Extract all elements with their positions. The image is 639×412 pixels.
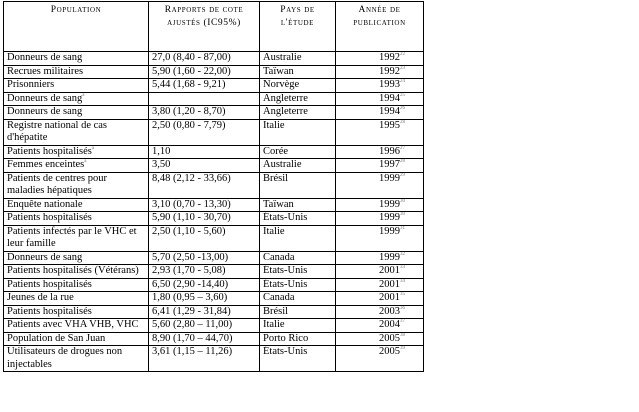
cell-country: Italie [260, 225, 336, 251]
header-country: Pays de l'étude [260, 2, 336, 52]
reference-number: 24 [400, 79, 405, 84]
population-footnote-marker: a [82, 92, 85, 98]
population-text: Registre national de cas d'hépatite [7, 119, 108, 143]
year-text: 1999 [379, 212, 400, 223]
tattoo-hcv-studies-table [3, 1, 424, 372]
cell-country: Canada [260, 292, 336, 306]
reference-number: 26 [400, 106, 405, 111]
cell-odds-ratio: 3,10 (0,70 - 13,30) [149, 198, 260, 212]
table-row [4, 92, 424, 106]
population-text: Femmes enceintes [7, 159, 85, 170]
year-text: 1996 [379, 145, 400, 157]
cell-odds-ratio: 5,70 (2,50 -13,00) [149, 251, 260, 265]
cell-odds-ratio: 6,41 (1,29 - 31,84) [149, 305, 260, 319]
cell-country: Australie [260, 159, 336, 173]
reference-number: 34 [400, 278, 405, 284]
cell-year [336, 251, 424, 265]
year-text: 2001 [379, 265, 400, 276]
cell-odds-ratio: 8,90 (1,70 – 44,70) [149, 332, 260, 346]
cell-population [4, 319, 149, 333]
cell-year [336, 292, 424, 306]
year-text: 2001 [379, 292, 400, 303]
table-row [4, 212, 424, 226]
cell-year [336, 305, 424, 319]
table-row [4, 278, 424, 292]
reference-number: 36 [400, 305, 405, 311]
year-text: 2003 [379, 305, 400, 317]
reference-number: 22 [400, 52, 405, 57]
table-row [4, 52, 424, 66]
population-text: Donneurs de sang [7, 106, 83, 117]
cell-population [4, 265, 149, 279]
cell-year [336, 346, 424, 372]
header-row [4, 2, 424, 52]
population-text: Patients de centres pour maladies hépatiques [7, 172, 108, 196]
cell-population [4, 251, 149, 265]
year-text: 1999 [379, 172, 400, 184]
cell-year [336, 159, 424, 173]
year-text: 1994 [379, 92, 400, 104]
year-text: 2004 [379, 319, 400, 330]
year-text: 2005 [379, 346, 400, 357]
cell-country: Brésil [260, 305, 336, 319]
reference-number: 28 [400, 159, 405, 164]
cell-odds-ratio: 3,80 (1,20 - 8,70) [149, 106, 260, 120]
cell-odds-ratio: 5,90 (1,10 - 30,70) [149, 212, 260, 226]
cell-population [4, 332, 149, 346]
cell-odds-ratio: 1,80 (0,95 – 3,60) [149, 292, 260, 306]
cell-odds-ratio: 2,93 (1,70 - 5,08) [149, 265, 260, 279]
reference-number: 23 [400, 65, 405, 71]
cell-year [336, 65, 424, 79]
year-text: 1999 [379, 251, 400, 263]
cell-year [336, 278, 424, 292]
table-row [4, 225, 424, 251]
reference-number: 35 [400, 292, 405, 297]
population-text: Enquête nationale [7, 198, 83, 210]
reference-number: 32 [400, 251, 405, 257]
cell-country: Italie [260, 319, 336, 333]
population-text: Patients hospitalisés [7, 278, 92, 290]
cell-year [336, 52, 424, 66]
cell-country: Porto Rico [260, 332, 336, 346]
reference-number: 25 [400, 92, 405, 98]
reference-number: 38 [400, 332, 405, 338]
header-odds-ratio: Rapports de cote ajustés (IC95%) [149, 2, 260, 52]
reference-number: 28 [400, 119, 405, 125]
population-text: Donneurs de sang [7, 92, 83, 104]
cell-country: États-Unis [260, 212, 336, 226]
cell-odds-ratio: 1,10 [149, 145, 260, 159]
cell-population [4, 292, 149, 306]
year-text: 1999 [379, 225, 400, 237]
cell-odds-ratio: 3,61 (1,15 – 11,26) [149, 346, 260, 372]
cell-country: Taïwan [260, 198, 336, 212]
table-row [4, 159, 424, 173]
cell-year [336, 332, 424, 346]
cell-population [4, 79, 149, 93]
cell-country: Norvège [260, 79, 336, 93]
table-row [4, 319, 424, 333]
table-row [4, 292, 424, 306]
population-text: Patients hospitalisés (Vétérans) [7, 265, 139, 276]
population-text: Patients avec VHA VHB, VHC [7, 319, 139, 330]
population-text: Utilisateurs de drogues non injectables [7, 346, 123, 370]
table-row [4, 106, 424, 120]
reference-number: 30 [400, 198, 405, 204]
population-text: Patients infectés par le VHC et leur famille [7, 225, 137, 249]
cell-country: Taïwan [260, 65, 336, 79]
year-text: 1995 [379, 119, 400, 131]
table-row [4, 172, 424, 198]
cell-population [4, 92, 149, 106]
cell-population [4, 225, 149, 251]
cell-country: Corée [260, 145, 336, 159]
cell-country: Angleterre [260, 106, 336, 120]
cell-population [4, 172, 149, 198]
population-text: Donneurs de sang [7, 52, 83, 63]
cell-odds-ratio [149, 92, 260, 106]
year-text: 2005 [379, 332, 400, 344]
cell-country: États-Unis [260, 346, 336, 372]
cell-population [4, 106, 149, 120]
population-text: Population de San Juan [7, 332, 106, 344]
cell-country: Australie [260, 52, 336, 66]
year-text: 2001 [379, 278, 400, 290]
table-header [4, 2, 424, 52]
cell-odds-ratio: 5,44 (1,68 - 9,21) [149, 79, 260, 93]
cell-country: États-Unis [260, 278, 336, 292]
table-row [4, 265, 424, 279]
reference-number: 29 [400, 172, 405, 178]
population-footnote-marker: a [91, 145, 95, 151]
cell-year [336, 198, 424, 212]
cell-year [336, 319, 424, 333]
cell-population [4, 145, 149, 159]
year-text: 1992 [379, 65, 400, 77]
table-row [4, 346, 424, 372]
cell-population [4, 346, 149, 372]
reference-number: 27 [400, 145, 405, 151]
year-text: 1992 [379, 52, 400, 63]
cell-odds-ratio: 27,0 (8,40 - 87,00) [149, 52, 260, 66]
table-row [4, 305, 424, 319]
reference-number: 31 [400, 225, 405, 231]
year-text: 1994 [379, 106, 400, 117]
cell-year [336, 265, 424, 279]
cell-population [4, 159, 149, 173]
cell-country: Italie [260, 119, 336, 145]
cell-odds-ratio: 8,48 (2,12 - 33,66) [149, 172, 260, 198]
population-text: Patients hospitalisés [7, 212, 92, 223]
cell-odds-ratio: 2,50 (1,10 - 5,60) [149, 225, 260, 251]
cell-year [336, 106, 424, 120]
cell-population [4, 305, 149, 319]
cell-year [336, 212, 424, 226]
cell-population [4, 65, 149, 79]
cell-year [336, 119, 424, 145]
cell-odds-ratio: 6,50 (2,90 -14,40) [149, 278, 260, 292]
cell-population [4, 278, 149, 292]
cell-country: Brésil [260, 172, 336, 198]
cell-odds-ratio: 3,50 [149, 159, 260, 173]
cell-country: Angleterre [260, 92, 336, 106]
reference-number: 39 [400, 346, 405, 351]
year-text: 1997 [379, 159, 400, 170]
year-text: 1993 [379, 79, 400, 90]
population-text: Donneurs de sang [7, 251, 83, 263]
cell-odds-ratio: 5,60 (2,80 – 11,00) [149, 319, 260, 333]
cell-year [336, 92, 424, 106]
population-footnote-marker: a [84, 159, 87, 164]
population-text: Jeunes de la rue [7, 292, 74, 303]
table-row [4, 79, 424, 93]
table-row [4, 332, 424, 346]
cell-year [336, 145, 424, 159]
header-year: Année de publication [336, 2, 424, 52]
cell-odds-ratio: 2,50 (0,80 - 7,79) [149, 119, 260, 145]
reference-number: 37 [400, 319, 405, 324]
table-row [4, 251, 424, 265]
table-row [4, 198, 424, 212]
cell-country: États-Unis [260, 265, 336, 279]
cell-country: Canada [260, 251, 336, 265]
cell-population [4, 119, 149, 145]
cell-population [4, 52, 149, 66]
cell-population [4, 198, 149, 212]
cell-population [4, 212, 149, 226]
header-population: Population [4, 2, 149, 52]
reference-number: 30 [400, 212, 405, 217]
cell-year [336, 172, 424, 198]
year-text: 1999 [379, 198, 400, 210]
table-body [4, 52, 424, 372]
cell-year [336, 225, 424, 251]
population-text: Prisonniers [7, 79, 55, 90]
population-text: Patients hospitalisés [7, 145, 92, 157]
table-row [4, 65, 424, 79]
population-text: Patients hospitalisés [7, 305, 92, 317]
population-text: Recrues militaires [7, 65, 84, 77]
table-row [4, 119, 424, 145]
cell-odds-ratio: 5,90 (1,60 - 22,00) [149, 65, 260, 79]
reference-number: 33 [400, 265, 405, 270]
table-row [4, 145, 424, 159]
cell-year [336, 79, 424, 93]
